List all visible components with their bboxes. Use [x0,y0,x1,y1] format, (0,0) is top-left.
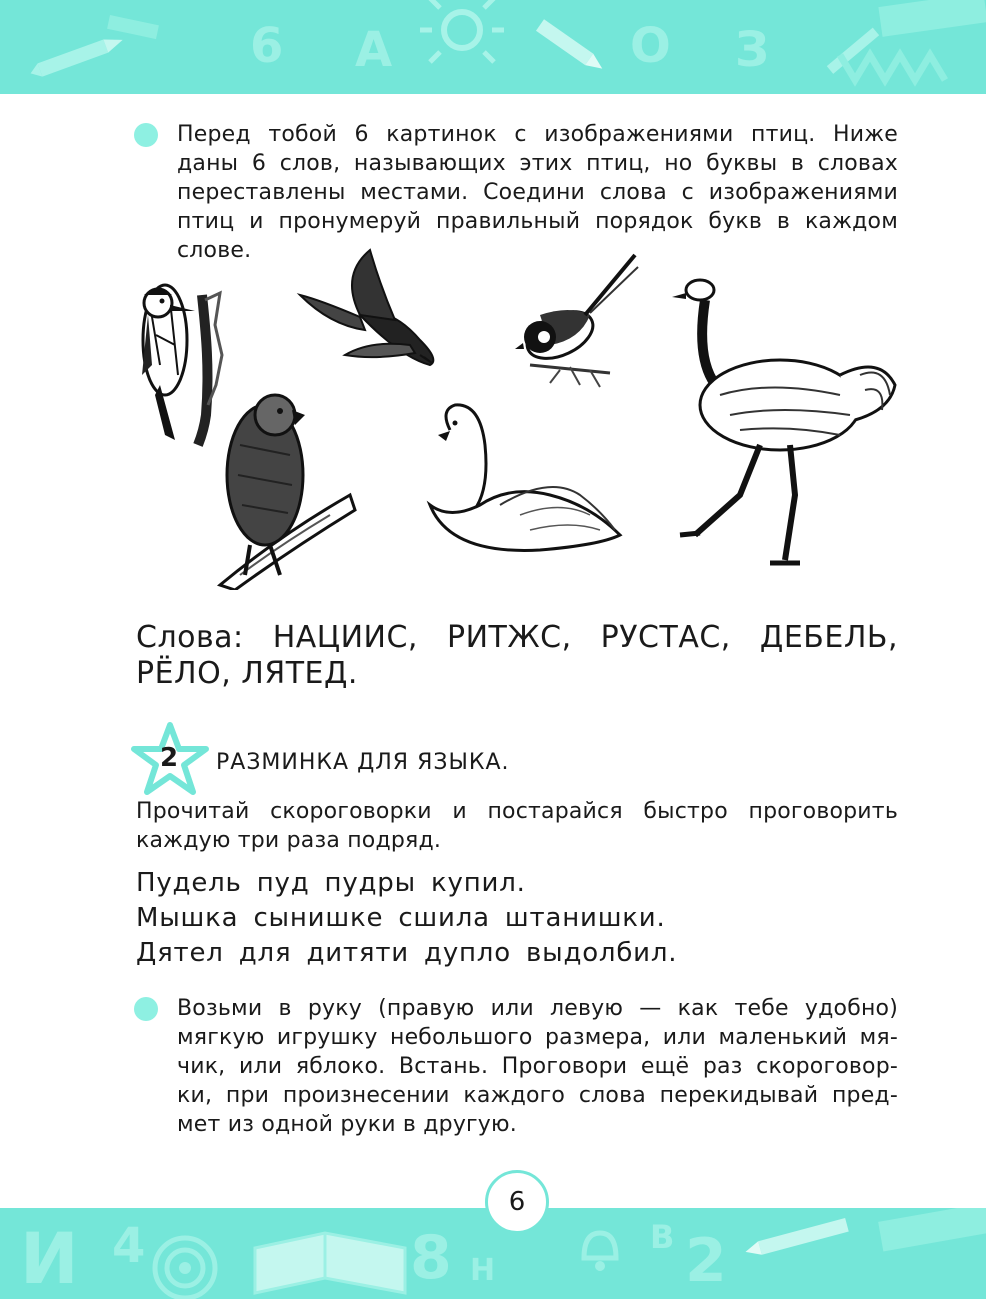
task2-line: ки, при произнесении каждого слова перекидывай пред- [177,1083,898,1108]
bottom-decor-ruler-icon [878,1208,986,1251]
top-decor-wave-icon [840,55,945,80]
task1-line: птиц и пронумеруй правильный порядок букв в каждом [177,209,898,234]
bottom-decor-glyph: И [20,1218,79,1299]
top-decor-pencil-right-icon [536,19,606,74]
tongue-twister-3: Дятел для дитяти дупло выдолбил. [136,938,678,968]
tongue-twister-1: Пудель пуд пудры купил. [136,868,526,898]
top-decor-glyph: А [355,22,393,78]
task2-line: Возьми в руку (правую или левую — как тебе удобно) [177,996,898,1021]
ostrich-image [672,280,895,563]
task2-text [177,994,898,1139]
task2-bullet [134,997,158,1021]
swallow-image [300,250,433,365]
target-circle-icon [155,1238,215,1298]
swan-image [430,405,620,551]
task1-line: даны 6 слов, называющих этих птиц, но буквы в словах [177,151,898,176]
woodpecker-image [142,285,222,445]
instruction-line: каждую три раза подряд. [136,828,442,853]
bell-icon [584,1233,616,1271]
top-decor-glyph: 6 [250,18,284,74]
bottom-decor-glyph: 4 [112,1218,146,1274]
section-title: РАЗМИНКА ДЛЯ ЯЗЫКА. [216,750,510,775]
task1-line: переставлены местами. Соедини слова с изображениями [177,180,898,205]
section-number: 2 [159,743,179,773]
task2-line: чик, или яблоко. Встань. Проговори ещё раз скороговор- [177,1054,898,1079]
task1-text [177,120,898,265]
top-decor-ruler-right-icon [878,0,986,37]
bottom-decor-glyph: 2 [685,1226,727,1296]
sun-icon [420,0,504,62]
top-decor-glyph: З [735,22,770,78]
top-decor-art [0,0,986,94]
task1-bullet [134,123,158,147]
top-decor-ruler-icon [107,15,159,39]
top-decor-band [0,0,986,94]
page-number-text: 6 [508,1187,526,1217]
tongue-twister-2: Мышка сынишке сшила штанишки. [136,903,666,933]
bottom-decor-glyph: Н [470,1253,496,1288]
top-decor-pencil-left-icon [28,33,125,80]
task1-line: слове. [177,238,252,263]
birds-illustration [120,245,920,590]
eagle-image [220,395,355,590]
bottom-decor-glyph: В [650,1218,675,1256]
task2-line: мягкую игрушку небольшого размера, или маленький мя- [177,1025,898,1050]
section2-instruction [136,797,898,855]
task1-line: Перед тобой 6 картинок с изображениями птиц. Ниже [177,122,898,147]
bottom-decor-glyph: 8 [410,1223,452,1293]
open-book-icon [255,1233,405,1293]
top-decor-glyph: О [630,18,671,74]
task2-line: мет из одной руки в другую. [177,1112,517,1137]
instruction-line: Прочитай скороговорки и постарайся быстро проговорить [136,799,898,824]
bottom-decor-pencil-icon [744,1218,849,1259]
words-line-2: РЁЛО, ЛЯТЕД. [136,656,358,691]
tit-image [515,255,638,387]
words-line-1: Слова: НАЦИИС, РИТЖС, РУСТАС, ДЕБЕЛЬ, [136,620,898,655]
page-number [485,1170,549,1234]
